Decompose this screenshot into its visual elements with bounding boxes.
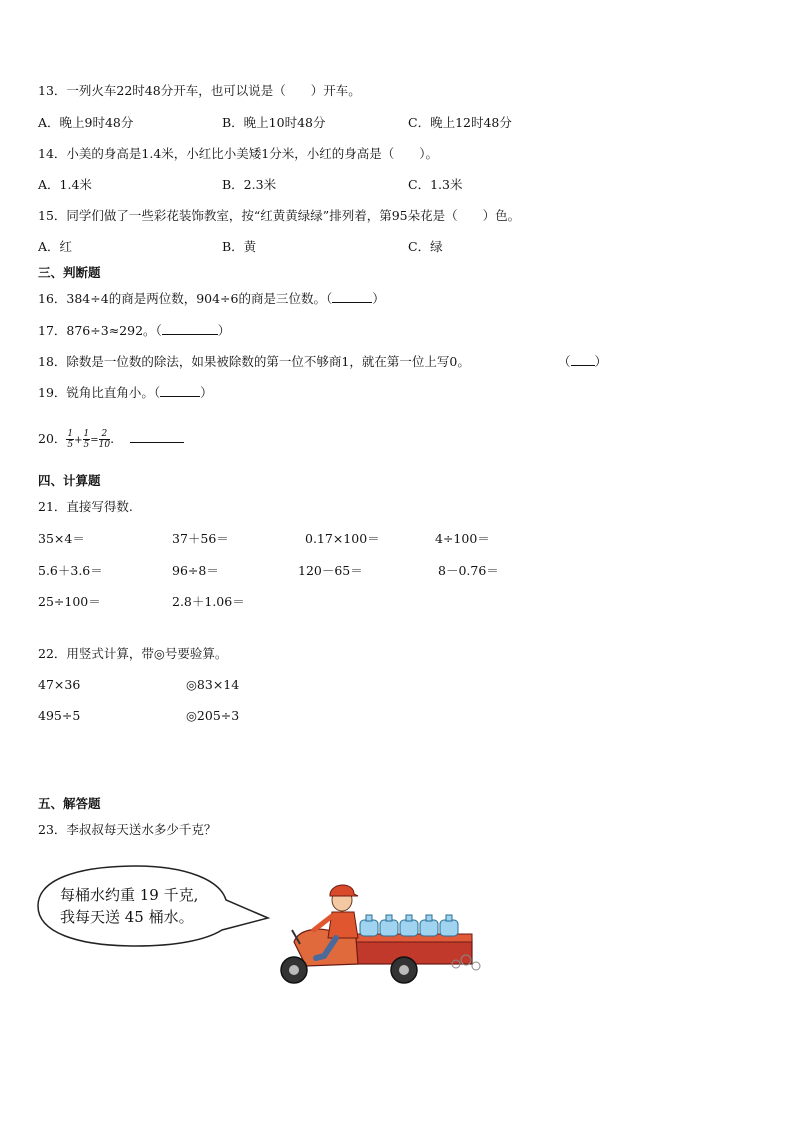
fraction-denominator: 5 bbox=[67, 440, 74, 450]
section-heading-judgement: 三、判断题 bbox=[38, 265, 101, 280]
water-bottle-icon bbox=[360, 915, 458, 936]
calc-item: 37＋56＝ bbox=[172, 531, 229, 546]
section-heading-word-problems: 五、解答题 bbox=[38, 796, 101, 811]
fraction-denominator: 10 bbox=[98, 440, 111, 450]
question-19-text: 19．锐角比直角小。（ bbox=[38, 385, 161, 400]
q14-option-a: A．1.4米 bbox=[38, 177, 92, 192]
question-18-close: ） bbox=[594, 354, 608, 369]
bubble-line-1: 每桶水约重 19 千克, bbox=[60, 886, 199, 904]
question-19-close: ） bbox=[200, 385, 213, 400]
question-20 bbox=[38, 427, 184, 453]
question-16-close: ） bbox=[372, 291, 385, 306]
question-16 bbox=[38, 291, 385, 307]
question-20-prefix: 20． bbox=[38, 431, 67, 446]
question-16-text: 16．384÷4的商是两位数，904÷6的商是三位数。（ bbox=[38, 291, 333, 306]
q13-option-b: B．晚上10时48分 bbox=[222, 115, 326, 130]
q13-option-a: A．晚上9时48分 bbox=[38, 115, 134, 130]
bubble-line-2: 我每天送 45 桶水。 bbox=[60, 908, 194, 926]
question-17-close: ） bbox=[217, 323, 231, 338]
question-13: 13．一列火车22时48分开车，也可以说是（ ）开车。 bbox=[38, 83, 361, 98]
q15-option-a: A．红 bbox=[38, 239, 73, 254]
q15-option-b: B．黄 bbox=[222, 239, 257, 254]
plus-sign: + bbox=[74, 435, 83, 446]
calc-item: 120－65＝ bbox=[298, 563, 363, 578]
question-23: 23．李叔叔每天送水多少千克？ bbox=[38, 822, 217, 837]
equals-sign: = bbox=[90, 435, 99, 446]
question-18-open: （ bbox=[558, 354, 571, 369]
calc-item: 35×4＝ bbox=[38, 531, 85, 546]
answer-blank[interactable] bbox=[160, 395, 200, 397]
calc-item: 2.8＋1.06＝ bbox=[172, 594, 245, 609]
q14-option-c: C．1.3米 bbox=[408, 177, 463, 192]
speech-bubble bbox=[38, 866, 268, 946]
q14-option-b: B．2.3米 bbox=[222, 177, 277, 192]
calc-item: 25÷100＝ bbox=[38, 594, 101, 609]
answer-blank[interactable] bbox=[571, 364, 595, 366]
question-21: 21．直接写得数. bbox=[38, 499, 133, 514]
question-18-text: 18．除数是一位数的除法，如果被除数的第一位不够商1，就在第一位上写0。 bbox=[38, 354, 470, 369]
fraction bbox=[66, 429, 74, 450]
fraction bbox=[99, 429, 110, 450]
calc-item: ◎205÷3 bbox=[186, 708, 240, 723]
fraction-numerator: 2 bbox=[99, 429, 110, 440]
question-20-suffix: . bbox=[110, 431, 115, 446]
calc-item: 47×36 bbox=[38, 677, 81, 692]
tricycle-icon bbox=[281, 915, 480, 983]
question-18 bbox=[38, 354, 470, 370]
illustration-svg bbox=[36, 860, 486, 990]
calc-item: 4÷100＝ bbox=[435, 531, 490, 546]
fraction-numerator: 1 bbox=[83, 429, 90, 439]
calc-item: 495÷5 bbox=[38, 708, 81, 723]
q15-option-c: C．绿 bbox=[408, 239, 443, 254]
q13-option-c: C．晚上12时48分 bbox=[408, 115, 512, 130]
question-19 bbox=[38, 385, 213, 401]
question-14: 14．小美的身高是1.4米，小红比小美矮1分米，小红的身高是（ ）。 bbox=[38, 146, 438, 161]
calc-item: 5.6＋3.6＝ bbox=[38, 563, 103, 578]
answer-blank[interactable] bbox=[130, 441, 184, 443]
answer-blank[interactable] bbox=[162, 333, 218, 335]
water-delivery-illustration bbox=[36, 860, 486, 993]
calc-item: ◎83×14 bbox=[186, 677, 240, 692]
question-22: 22．用竖式计算，带◎号要验算。 bbox=[38, 646, 228, 661]
calc-item: 96÷8＝ bbox=[172, 563, 219, 578]
question-15: 15．同学们做了一些彩花装饰教室，按“红黄黄绿绿”排列着，第95朵花是（ ）色。 bbox=[38, 208, 521, 223]
question-17 bbox=[38, 323, 230, 339]
fraction-denominator: 5 bbox=[83, 440, 90, 450]
fraction-numerator: 1 bbox=[67, 429, 74, 439]
answer-blank[interactable] bbox=[332, 301, 372, 303]
calc-item: 0.17×100＝ bbox=[305, 531, 380, 546]
section-heading-calculation: 四、计算题 bbox=[38, 473, 101, 488]
calc-item: 8－0.76＝ bbox=[438, 563, 499, 578]
question-18-answer bbox=[558, 354, 607, 370]
question-17-text: 17．876÷3≈292。（ bbox=[38, 323, 162, 338]
